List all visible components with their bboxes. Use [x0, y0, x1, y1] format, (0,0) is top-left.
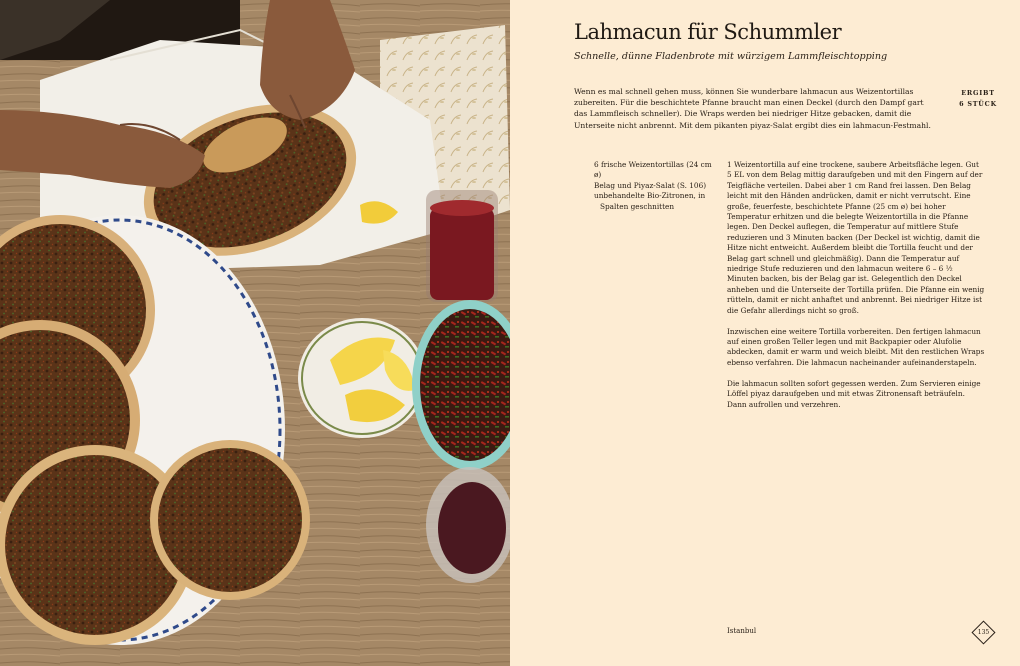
ingredient-item: Belag und Piyaz-Salat (S. 106): [594, 180, 707, 190]
ingredient-item: 6 frische Weizentortillas (24 cm ø): [594, 160, 712, 180]
yield-amount: 6 STÜCK: [959, 99, 997, 108]
page-number-badge: [971, 620, 995, 644]
method-text: [727, 160, 985, 420]
recipe-page: [510, 0, 1020, 666]
yield-label: ERGIBT: [961, 89, 995, 97]
method-step: Inzwischen eine weitere Tortilla vorbereiten. Den fertigen lahmacun auf einen großen Teller legen und mit Backpapier oder Alufolie abdecken, damit er warm und weich bleibt. Mit den restlichen Wraps ebenso verfahren. Die lahmacun nacheinander aufeinanderstapeln.: [727, 326, 985, 367]
section-label: Istanbul: [727, 627, 757, 635]
ingredient-list: [594, 160, 714, 212]
recipe-title: Lahmacun für Schummler: [574, 20, 842, 44]
method-step: 1 Weizentortilla auf eine trockene, saubere Arbeitsfläche legen. Gut 5 EL von dem Belag mittig daraufgeben und mit den Fingern auf der Teigfläche verteilen. Dabei aber 1 cm Rand frei lassen. Den Belag leicht mit den Händen andrücken, damit er nicht verrutscht. Eine große, feuerfeste, beschichtete Pfanne (25 cm ø) bei hoher Temperatur erhitzen und die belegte Weizentortilla in die Pfanne legen. Den Deckel auflegen, die Temperatur auf mittlere Stufe reduzieren und 3 Minuten backen (Der Deckel ist wichtig, damit die Hitze nicht entweicht. Außerdem bleibt die Tortilla feucht und der Belag gart schnell und gleichmäßig). Dann die Temperatur auf niedrige Stufe reduzieren und den lahmacun weitere 6 – 6 ½ Minuten backen, bis der Belag gar ist. Gelegentlich den Deckel anheben und die Unterseite der Tortilla prüfen. Die Pfanne ein wenig rütteln, damit er nicht anhaftet und anbrennt. Bei niedriger Hitze ist die Gefahr allerdings nicht so groß.: [727, 160, 985, 315]
ingredient-item: unbehandelte Bio-Zitronen, in: [594, 191, 706, 201]
recipe-subtitle: Schnelle, dünne Fladenbrote mit würzigem Lammfleischtopping: [574, 51, 888, 62]
ingredient-item: Spalten geschnitten: [600, 201, 675, 211]
method-step: Die lahmacun sollten sofort gegessen werden. Zum Servieren einige Löffel piyaz daraufgeben und mit etwas Zitronensaft beträufeln. Dann aufrollen und verzehren.: [727, 378, 981, 409]
page-number: 135: [977, 629, 990, 636]
recipe-yield: [958, 88, 998, 109]
recipe-intro: Wenn es mal schnell gehen muss, können Sie wunderbare lahmacun aus Weizentortillas zubereiten. Für die beschichtete Pfanne braucht man einen Deckel (durch den Dampf gart das Lammfleisch schneller). Die Wraps werden bei niedriger Hitze gebacken, damit die Unterseite nicht anbrennt. Mit dem pikanten piyaz-Salat ergibt dies ein lahmacun-Festmahl.: [574, 87, 931, 130]
